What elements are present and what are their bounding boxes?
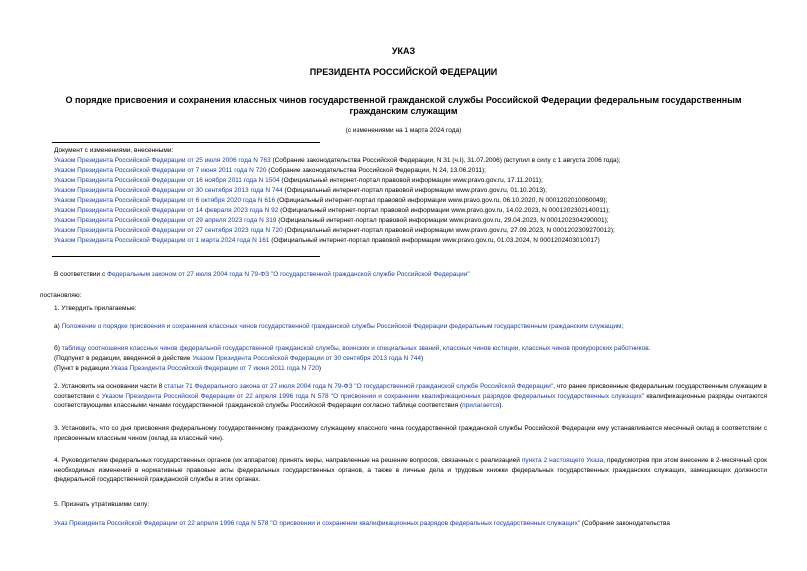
point-1b: б) таблицу соотношения классных чинов федеральной государственной гражданской службы, воинских и специальных званий, классных чинов юстиции, классных чинов прокурорских работников.: [54, 345, 651, 352]
change-link[interactable]: Указом Президента Российской Федерации от 25 июля 2006 года N 763: [54, 157, 271, 164]
amendment-link[interactable]: Указа Президента Российской Федерации от 7 июня 2011 года N 720: [110, 365, 319, 372]
point-2-link[interactable]: пункта 2 настоящего Указа: [521, 457, 604, 464]
change-item: Указом Президента Российской Федерации от 16 ноября 2011 года N 1504 (Официальный интернет-портал правовой информации www.pravo.gov.ru, 17.11.2011);: [54, 177, 543, 184]
change-item: Указом Президента Российской Федерации от 7 июня 2011 года N 720 (Собрание законодательства Российской Федерации, N 24, 13.06.2011);: [54, 167, 486, 174]
preamble-law-link[interactable]: Федеральным законом от 27 июля 2004 года N 79-ФЗ "О государственной гражданской службе Российской Федерации": [107, 271, 470, 278]
change-item: Указом Президента Российской Федерации от 25 июля 2006 года N 763 (Собрание законодательства Российской Федерации, N 31 (ч.I), 31.07.2006) (вступил в силу с 1 августа 2006 года);: [54, 157, 621, 164]
point-5a: Указ Президента Российской Федерации от 22 апреля 1996 года N 578 "О присвоении и сохранении квалификационных разрядов федеральных государственных служащих" (Собрание законодательства: [54, 520, 671, 527]
point-3: 3. Установить, что со дня присвоения федеральному государственному гражданскому служащему классного чина государственной гражданской службы Российской Федерации ему устанавливается месячный оклад в соответствии с присвоенным классным чином (оклад за классный чин).: [54, 425, 767, 442]
change-link[interactable]: Указом Президента Российской Федерации от 14 февраля 2023 года N 92: [54, 207, 279, 214]
regulation-link[interactable]: Положение о порядке присвоения и сохранения классных чинов государственной гражданской службы Российской Федерации федеральным государственным гражданским служащим: [61, 323, 622, 330]
changes-header: Документ с изменениями, внесенными:: [54, 147, 174, 154]
change-link[interactable]: Указом Президента Российской Федерации от 7 июня 2011 года N 720: [54, 167, 267, 174]
change-item: Указом Президента Российской Федерации от 30 сентября 2013 года N 744 (Официальный интернет-портал правовой информации www.pravo.gov.ru, 01.10.2013);: [54, 187, 547, 194]
change-link[interactable]: Указом Президента Российской Федерации от 30 сентября 2013 года N 744: [54, 187, 283, 194]
change-link[interactable]: Указом Президента Российской Федерации от 1 марта 2024 года N 161: [54, 237, 270, 244]
edition-note: (с изменениями на 1 марта 2024 года): [345, 127, 462, 134]
change-link[interactable]: Указом Президента Российской Федерации от 29 апреля 2023 года N 319: [54, 217, 277, 224]
amendment-link[interactable]: Указом Президента Российской Федерации от 30 сентября 2013 года N 744: [192, 355, 422, 362]
decree-word: постановляю:: [40, 292, 82, 299]
decree-578-repealed-link[interactable]: Указ Президента Российской Федерации от 22 апреля 1996 года N 578 "О присвоении и сохранении квалификационных разрядов федеральных государственных служащих": [54, 520, 580, 527]
point-4: 4. Руководителям федеральных государственных органов (их аппаратов) принять меры, направленные на решение вопросов, связанных с реализацией пункта 2 настоящего Указа, предусмотрев при этом внесение в 2-месячный срок необходимых изменений в нормативные правовые акты федеральных государственных органов, а также в личные дела и трудовые книжки федеральных государственных гражданских служащих, замещающих должности федеральной государственной гражданской службы в этих органах.: [54, 457, 767, 483]
law-article-link[interactable]: статьи 71 Федерального закона от 27 июля 2004 года N 79-ФЗ "О государственной гражданской службе Российской Федерации": [164, 383, 554, 390]
change-item: Указом Президента Российской Федерации от 1 марта 2024 года N 161 (Официальный интернет-портал правовой информации www.pravo.gov.ru, 01.03.2024, N 0001202403010017): [54, 237, 600, 244]
change-item: Указом Президента Российской Федерации от 27 сентября 2023 года N 720 (Официальный интернет-портал правовой информации www.pravo.gov.ru, 27.09.2023, N 0001202309270012);: [54, 227, 615, 234]
doc-subtitle: О порядке присвоения и сохранения классных чинов государственной гражданской службы Российской Федерации федеральным государственным гражданским служащим: [65, 95, 742, 116]
change-link[interactable]: Указом Президента Российской Федерации от 27 сентября 2023 года N 720: [54, 227, 283, 234]
point-2: 2. Установить на основании части 8 статьи 71 Федерального закона от 27 июля 2004 года N 79-ФЗ "О государственной гражданской службе Российской Федерации", что ранее присвоенные федеральным государственным служащим в соответствии с Указом Президента Российской Федерации от 22 апреля 1996 года N 578 "О присвоении и сохранении квалификационных разрядов федеральных государственных служащих" квалификационные разряды считаются соответствующими классными чинами государственной гражданской службы Российской Федерации согласно таблице соответствия (прилагается).: [54, 383, 767, 409]
doc-title-president: ПРЕЗИДЕНТА РОССИЙСКОЙ ФЕДЕРАЦИИ: [309, 67, 498, 77]
point-5: 5. Признать утратившими силу:: [54, 501, 150, 508]
change-item: Указом Президента Российской Федерации от 29 апреля 2023 года N 319 (Официальный интернет-портал правовой информации www.pravo.gov.ru, 29.04.2023, N 0001202304290001);: [54, 217, 609, 224]
change-item: Указом Президента Российской Федерации от 14 февраля 2023 года N 92 (Официальный интернет-портал правовой информации www.pravo.gov.ru, 14.02.2023, N 0001202302140011);: [54, 207, 610, 214]
change-link[interactable]: Указом Президента Российской Федерации от 6 октября 2020 года N 616: [54, 197, 276, 204]
table-link[interactable]: таблицу соотношения классных чинов федеральной государственной гражданской службы, воинских и специальных званий, классных чинов юстиции, классных чинов прокурорских работников: [61, 345, 649, 352]
attached-table-link[interactable]: прилагается: [462, 402, 500, 409]
point-1b-note: (Подпункт в редакции, введенной в действие Указом Президента Российской Федерации от 30 сентября 2013 года N 744): [54, 355, 424, 362]
divider-bottom: [52, 256, 320, 257]
preamble: В соответствии с Федеральным законом от 27 июля 2004 года N 79-ФЗ "О государственной гражданской службе Российской Федерации": [54, 271, 470, 278]
divider-top: [52, 142, 320, 143]
doc-title-ukaz: УКАЗ: [391, 46, 416, 56]
decree-578-link[interactable]: Указом Президента Российской Федерации от 22 апреля 1996 года N 578 "О присвоении и сохранении квалификационных разрядов федеральных государственных служащих": [101, 392, 645, 400]
point-1: 1. Утвердить прилагаемые:: [54, 305, 137, 312]
point-1a: а) Положение о порядке присвоения и сохранения классных чинов государственной гражданской службы Российской Федерации федеральным государственным гражданским служащим;: [54, 323, 624, 330]
point-1-note: (Пункт в редакции Указа Президента Российской Федерации от 7 июня 2011 года N 720): [54, 365, 322, 372]
change-link[interactable]: Указом Президента Российской Федерации от 16 ноября 2011 года N 1504: [54, 177, 280, 184]
change-item: Указом Президента Российской Федерации от 6 октября 2020 года N 616 (Официальный интернет-портал правовой информации www.pravo.gov.ru, 06.10.2020, N 0001202010060049);: [54, 197, 608, 204]
